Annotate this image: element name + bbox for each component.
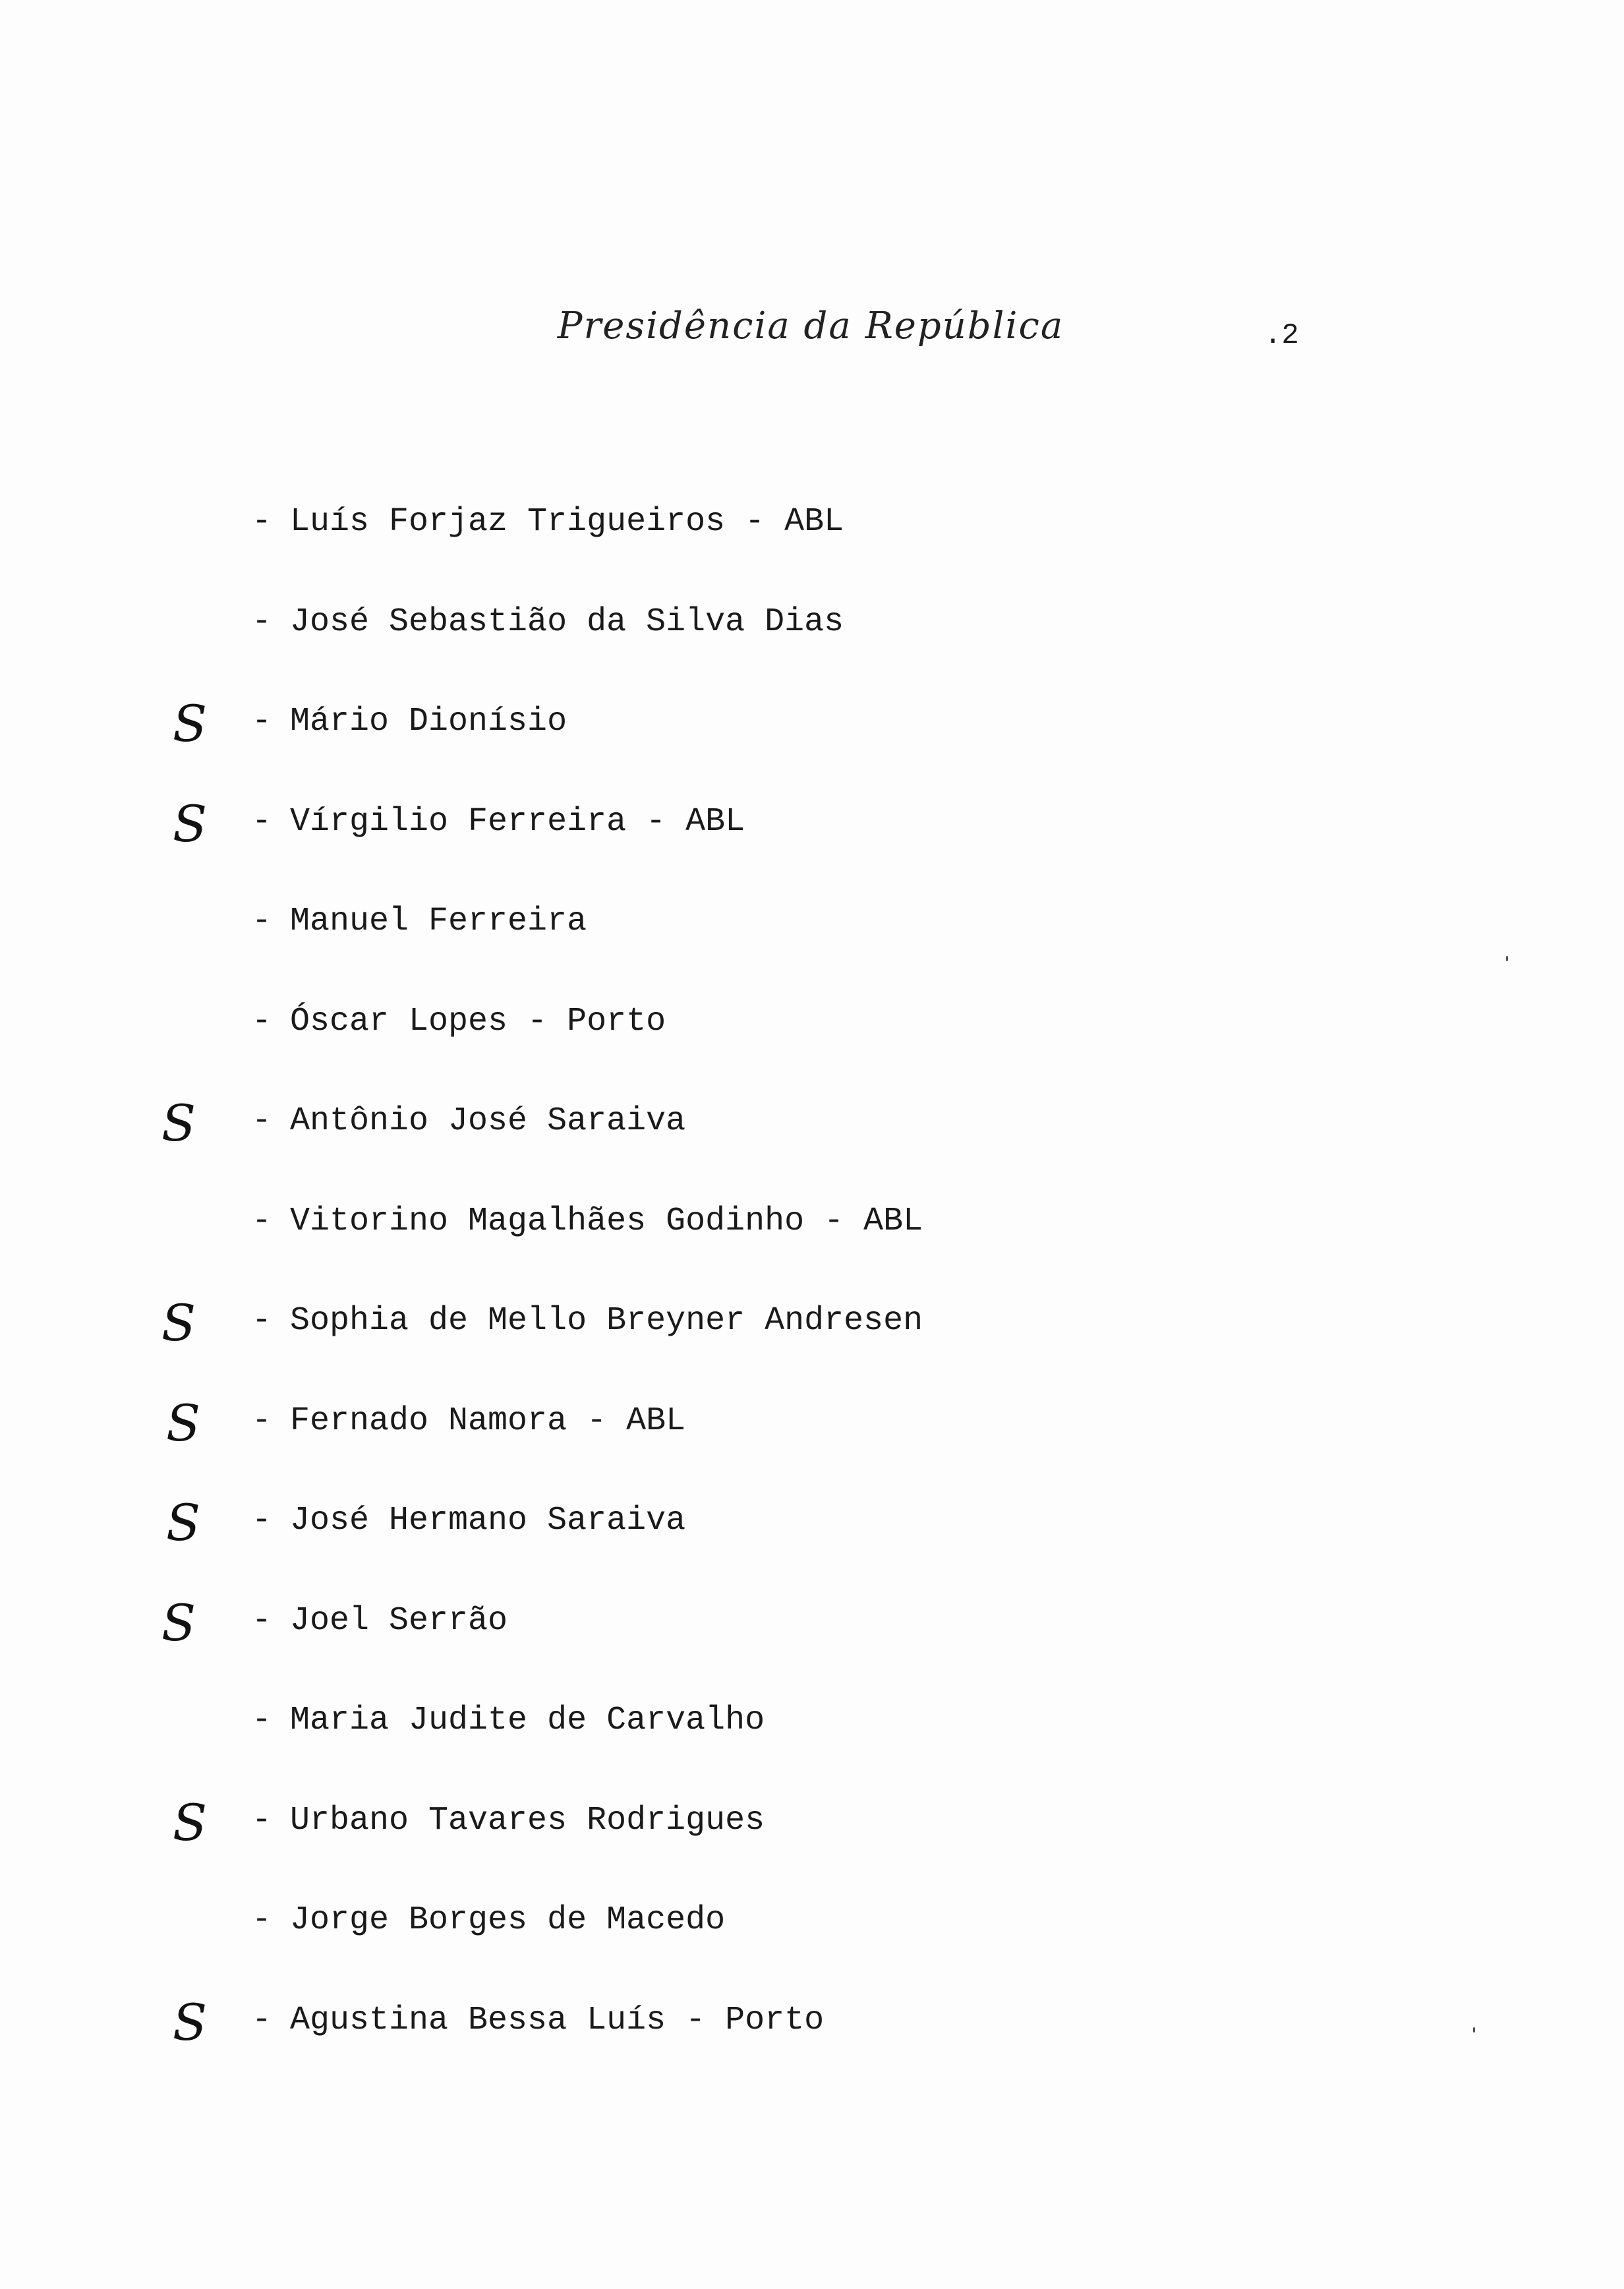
letterhead-script-title: Presidência da República <box>557 305 1064 347</box>
margin-check-mark: S <box>161 1094 196 1152</box>
person-name: Urbano Tavares Rodrigues <box>290 1801 765 1839</box>
margin-check-mark: S <box>166 1393 201 1452</box>
list-dash: - <box>252 903 272 940</box>
list-item <box>0 496 1624 596</box>
list-dash: - <box>252 1801 272 1839</box>
list-item <box>0 895 1624 996</box>
person-name: José Sebastião da Silva Dias <box>290 603 844 641</box>
person-name: José Hermano Saraiva <box>290 1502 686 1539</box>
list-dash: - <box>252 2001 272 2039</box>
scan-speck <box>1506 956 1508 961</box>
person-name: Fernado Namora - ABL <box>290 1402 686 1440</box>
scan-speck <box>1473 2027 1475 2033</box>
list-dash: - <box>252 1302 272 1340</box>
list-dash: - <box>252 1502 272 1539</box>
list-item <box>0 996 1624 1096</box>
list-dash: - <box>252 1102 272 1140</box>
list-dash: - <box>252 703 272 740</box>
list-dash: - <box>252 1402 272 1440</box>
list-item <box>0 1795 1624 1895</box>
list-dash: - <box>252 1002 272 1040</box>
margin-check-mark: S <box>166 1493 201 1552</box>
person-name: Vitorino Magalhães Godinho - ABL <box>290 1202 923 1240</box>
page-number: .2 <box>1264 319 1299 352</box>
person-name: Sophia de Mello Breyner Andresen <box>290 1302 923 1340</box>
margin-check-mark: S <box>161 1293 196 1352</box>
person-name: Vírgilio Ferreira - ABL <box>290 802 745 841</box>
person-name: Antônio José Saraiva <box>290 1102 686 1140</box>
list-dash: - <box>252 503 272 541</box>
list-item <box>0 1295 1624 1395</box>
person-name: Óscar Lopes - Porto <box>290 1002 666 1040</box>
margin-check-mark: S <box>173 694 208 753</box>
person-name: Luís Forjaz Trigueiros - ABL <box>290 503 844 541</box>
list-dash: - <box>252 1601 272 1640</box>
list-item <box>0 1595 1624 1695</box>
list-dash: - <box>252 603 272 641</box>
letterhead <box>534 277 1088 376</box>
list-item <box>0 1395 1624 1495</box>
list-item <box>0 596 1624 696</box>
list-item <box>0 1095 1624 1195</box>
person-name: Agustina Bessa Luís - Porto <box>290 2001 825 2039</box>
margin-check-mark: S <box>161 1593 196 1652</box>
name-list <box>0 496 1624 2094</box>
list-item <box>0 1694 1624 1795</box>
list-item <box>0 1195 1624 1295</box>
margin-check-mark: S <box>173 1992 208 2052</box>
margin-check-mark: S <box>173 1793 208 1852</box>
list-item <box>0 1495 1624 1595</box>
list-dash: - <box>252 1901 272 1939</box>
person-name: Manuel Ferreira <box>290 903 587 940</box>
person-name: Maria Judite de Carvalho <box>290 1702 765 1739</box>
list-item <box>0 796 1624 896</box>
list-item <box>0 1994 1624 2095</box>
margin-check-mark: S <box>173 794 208 853</box>
list-item <box>0 696 1624 796</box>
person-name: Mário Dionísio <box>290 703 567 740</box>
list-dash: - <box>252 802 272 841</box>
list-item <box>0 1894 1624 1994</box>
list-dash: - <box>252 1202 272 1240</box>
list-dash: - <box>252 1702 272 1739</box>
person-name: Joel Serrão <box>290 1601 508 1640</box>
person-name: Jorge Borges de Macedo <box>290 1901 726 1939</box>
